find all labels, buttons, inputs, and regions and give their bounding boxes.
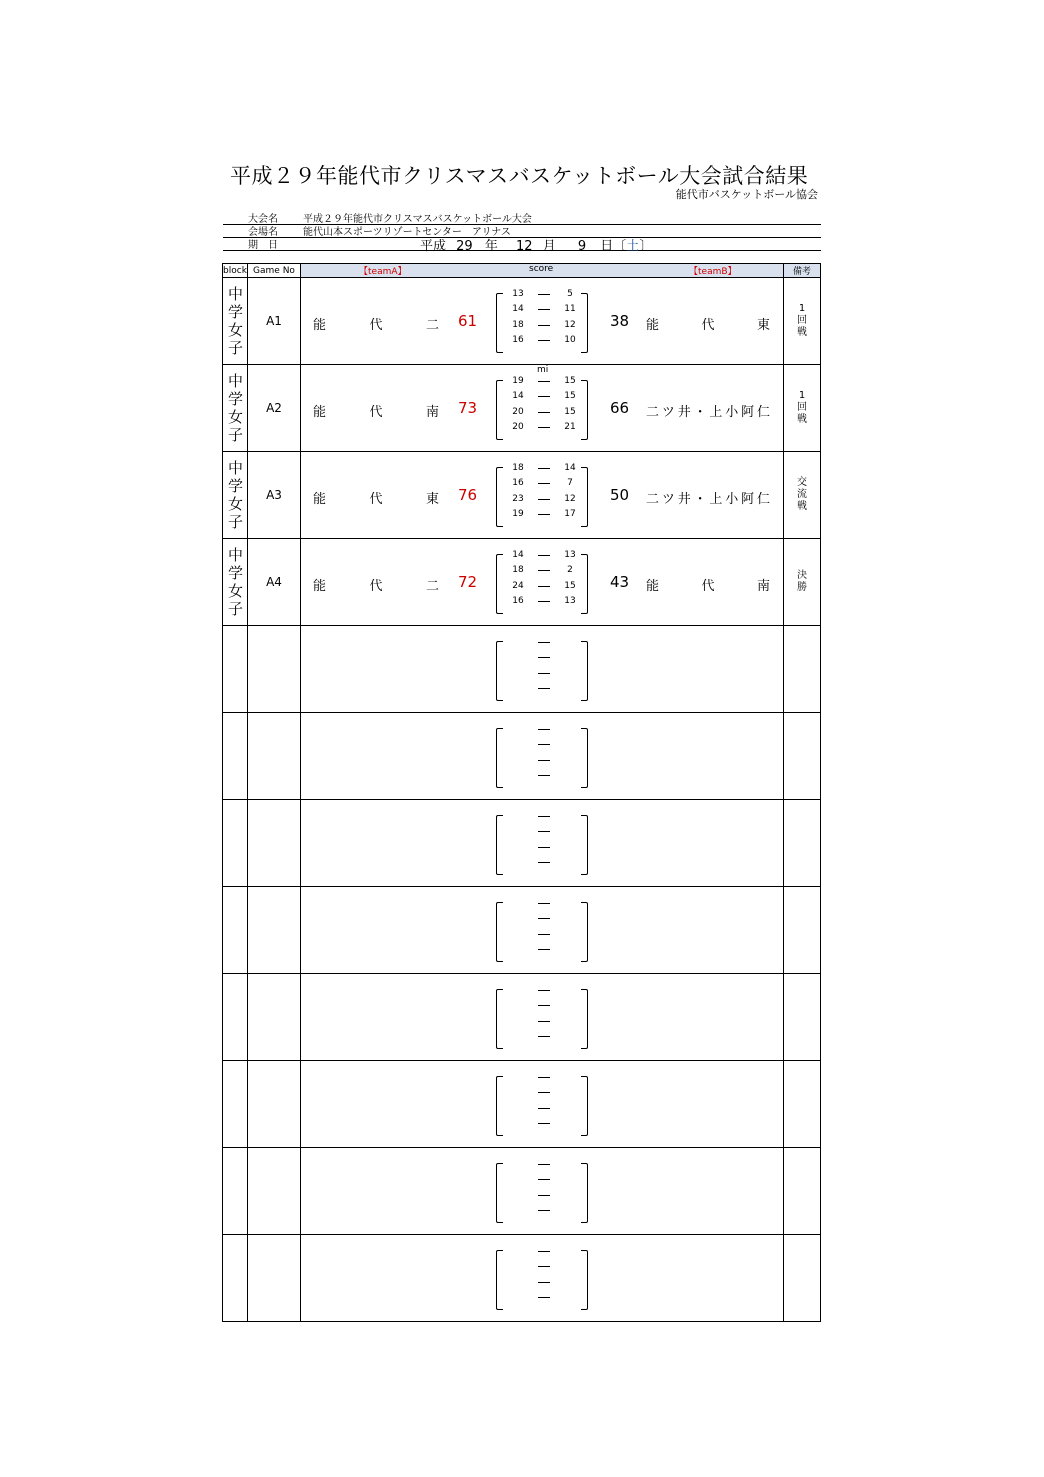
- quarter-score-a: 18: [512, 320, 524, 330]
- quarter-dash: [538, 1195, 550, 1196]
- match-cell: [301, 713, 784, 800]
- quarter-dash: [538, 688, 550, 689]
- quarter-score: [506, 855, 582, 870]
- bracket-right: [581, 1163, 588, 1223]
- match-cell: [301, 452, 784, 539]
- quarter-dash: [538, 831, 550, 832]
- block-cell: [223, 974, 248, 1061]
- remarks-cell: [784, 365, 821, 452]
- date-year-unit: 年: [484, 239, 498, 254]
- quarter-score: [506, 635, 582, 650]
- quarter-score-b: 10: [564, 335, 576, 345]
- quarter-score-b: 15: [564, 407, 576, 417]
- quarter-dash: [538, 642, 550, 643]
- bracket-left: [496, 902, 503, 962]
- quarter-score: [506, 681, 582, 696]
- quarter-score: [506, 476, 582, 491]
- bracket-left: [496, 293, 503, 353]
- quarter-score-a: 18: [512, 565, 524, 575]
- bracket-right: [581, 902, 588, 962]
- team-a-score: 72: [458, 573, 478, 591]
- quarter-dash: [538, 340, 550, 341]
- quarter-score: [506, 507, 582, 522]
- quarter-score: [506, 911, 582, 926]
- game-no-cell: [248, 887, 301, 974]
- remarks-cell: [784, 887, 821, 974]
- team-a-name: 能代二: [313, 579, 439, 594]
- bracket-right: [581, 989, 588, 1049]
- quarter-score: [506, 666, 582, 681]
- table-row: [223, 452, 821, 539]
- match-cell: [301, 1148, 784, 1235]
- quarter-score: [506, 1275, 582, 1290]
- quarter-score-b: 13: [564, 596, 576, 606]
- table-row: [223, 1061, 821, 1148]
- bracket-left: [496, 554, 503, 614]
- page-title: 平成２９年能代市クリスマスバスケットボール大会試合結果: [230, 164, 809, 188]
- block-cell: [223, 626, 248, 713]
- quarter-dash: [538, 1210, 550, 1211]
- table-row: [223, 278, 821, 365]
- game-no-cell: A3: [248, 452, 301, 539]
- quarter-score-b: 5: [567, 289, 573, 299]
- block-label: 中学女子: [228, 372, 244, 444]
- quarter-score: [506, 420, 582, 435]
- remarks-text: 交流戦: [797, 477, 807, 512]
- quarter-dash: [538, 396, 550, 397]
- table-row: [223, 887, 821, 974]
- quarter-dash: [538, 325, 550, 326]
- bracket-right: [581, 641, 588, 701]
- quarter-score-a: 14: [512, 304, 524, 314]
- date-dow-close: 〕: [639, 239, 653, 254]
- quarter-dash: [538, 427, 550, 428]
- team-b-name: 二ツ井・上小阿仁: [646, 405, 770, 420]
- block-cell: [223, 278, 248, 365]
- quarter-score: [506, 389, 582, 404]
- quarter-score-a: 20: [512, 422, 524, 432]
- quarter-score: [506, 809, 582, 824]
- block-label: 中学女子: [228, 459, 244, 531]
- quarter-score: [506, 594, 582, 609]
- quarter-score: [506, 1070, 582, 1085]
- block-cell: [223, 539, 248, 626]
- table-row: [223, 1235, 821, 1322]
- date-label: 期 日: [248, 240, 278, 251]
- quarter-dash: [538, 949, 550, 950]
- quarter-dash: [538, 309, 550, 310]
- table-row: [223, 539, 821, 626]
- quarter-score: [506, 1203, 582, 1218]
- remarks-text: 1回戦: [797, 303, 807, 338]
- quarter-dash: [538, 918, 550, 919]
- team-b-name: 能代南: [646, 579, 770, 594]
- quarter-score: [506, 768, 582, 783]
- team-b-name: 能代東: [646, 318, 770, 333]
- date-month: 12: [516, 239, 533, 254]
- quarter-score: [506, 318, 582, 333]
- game-no-cell: [248, 713, 301, 800]
- quarter-dash: [538, 294, 550, 295]
- game-no-cell: [248, 1235, 301, 1322]
- quarter-score: [506, 737, 582, 752]
- quarter-score: [506, 302, 582, 317]
- quarter-dash: [538, 1282, 550, 1283]
- date-day: 9: [577, 239, 587, 254]
- remarks-cell: [784, 974, 821, 1061]
- header-remarks: 備考: [784, 264, 821, 278]
- quarter-score: [506, 1085, 582, 1100]
- game-no-cell: A2: [248, 365, 301, 452]
- date-value: [420, 235, 652, 254]
- remarks-cell: [784, 626, 821, 713]
- quarter-dash: [538, 673, 550, 674]
- quarter-score: [506, 374, 582, 389]
- quarter-score: [506, 998, 582, 1013]
- match-cell: [301, 800, 784, 887]
- quarter-dash: [538, 657, 550, 658]
- quarter-score-b: 21: [564, 422, 576, 432]
- tournament-value: 平成２９年能代市クリスマスバスケットボール大会: [303, 214, 532, 225]
- match-cell: [301, 365, 784, 452]
- quarter-dash: [538, 1266, 550, 1267]
- quarter-score: [506, 548, 582, 563]
- team-b-score: 66: [610, 399, 630, 417]
- quarter-score: [506, 1101, 582, 1116]
- bracket-left: [496, 641, 503, 701]
- match-cell: [301, 626, 784, 713]
- quarter-dash: [538, 1251, 550, 1252]
- bracket-right: [581, 1250, 588, 1310]
- quarter-score: [506, 405, 582, 420]
- quarter-dash: [538, 483, 550, 484]
- quarter-score: [506, 840, 582, 855]
- quarter-score: [506, 942, 582, 957]
- team-b-score: 38: [610, 312, 630, 330]
- team-a-name: 能代二: [313, 318, 439, 333]
- bracket-left: [496, 728, 503, 788]
- team-b-name: 二ツ井・上小阿仁: [646, 492, 770, 507]
- header-block: block: [223, 265, 247, 276]
- game-no-cell: [248, 800, 301, 887]
- bracket-right: [581, 380, 588, 440]
- quarter-dash: [538, 1092, 550, 1093]
- quarter-score-b: 12: [564, 494, 576, 504]
- quarter-score: [506, 983, 582, 998]
- quarter-score-b: 15: [564, 581, 576, 591]
- block-cell: [223, 713, 248, 800]
- team-a-score: 73: [458, 399, 478, 417]
- quarter-score: [506, 461, 582, 476]
- quarter-score-a: 23: [512, 494, 524, 504]
- date-day-unit: 日: [600, 239, 614, 254]
- quarter-score: [506, 896, 582, 911]
- quarter-score-a: 19: [512, 509, 524, 519]
- quarter-dash: [538, 816, 550, 817]
- remarks-text: 1回戦: [797, 390, 807, 425]
- quarter-score: [506, 492, 582, 507]
- quarter-dash: [538, 903, 550, 904]
- quarter-score-b: 2: [567, 565, 573, 575]
- header-main: [301, 264, 784, 278]
- quarter-dash: [538, 499, 550, 500]
- remarks-cell: [784, 1061, 821, 1148]
- team-a-name: 能代南: [313, 405, 439, 420]
- quarter-dash: [538, 847, 550, 848]
- match-cell: [301, 1061, 784, 1148]
- bracket-left: [496, 1076, 503, 1136]
- quarter-dash: [538, 934, 550, 935]
- block-label: 中学女子: [228, 546, 244, 618]
- quarter-dash: [538, 1077, 550, 1078]
- quarter-dash: [538, 1005, 550, 1006]
- bracket-right: [581, 293, 588, 353]
- quarter-score-b: 17: [564, 509, 576, 519]
- quarter-score: [506, 563, 582, 578]
- quarter-score: [506, 1157, 582, 1172]
- quarter-dash: [538, 555, 550, 556]
- quarter-dash: [538, 468, 550, 469]
- quarter-dash: [538, 1036, 550, 1037]
- bracket-left: [496, 467, 503, 527]
- quarter-dash: [538, 514, 550, 515]
- game-no-cell: A4: [248, 539, 301, 626]
- quarter-score: [506, 1188, 582, 1203]
- remarks-cell: [784, 713, 821, 800]
- quarter-score-a: 14: [512, 391, 524, 401]
- quarter-score-b: 13: [564, 550, 576, 560]
- quarter-dash: [538, 1297, 550, 1298]
- header-team-a: 【teamA】: [359, 267, 407, 277]
- results-table: [222, 263, 821, 1322]
- quarter-score: [506, 824, 582, 839]
- table-row: [223, 626, 821, 713]
- venue-label: 会場名: [248, 227, 278, 238]
- quarter-dash: [538, 1179, 550, 1180]
- match-cell: [301, 539, 784, 626]
- quarter-score-a: 16: [512, 335, 524, 345]
- bracket-right: [581, 815, 588, 875]
- quarter-dash: [538, 1123, 550, 1124]
- quarter-dash: [538, 412, 550, 413]
- block-cell: [223, 1061, 248, 1148]
- quarter-score-a: 19: [512, 376, 524, 386]
- team-a-name: 能代東: [313, 492, 439, 507]
- table-row: [223, 800, 821, 887]
- quarter-dash: [538, 862, 550, 863]
- quarter-score: [506, 1244, 582, 1259]
- table-row: [223, 365, 821, 452]
- block-cell: [223, 1235, 248, 1322]
- quarter-score-b: 12: [564, 320, 576, 330]
- quarter-score: [506, 927, 582, 942]
- team-b-score: 50: [610, 486, 630, 504]
- score-note: mi: [537, 365, 549, 375]
- remarks-cell: [784, 1148, 821, 1235]
- quarter-score: [506, 1290, 582, 1305]
- quarter-score-a: 24: [512, 581, 524, 591]
- quarter-dash: [538, 1108, 550, 1109]
- quarter-score-a: 18: [512, 463, 524, 473]
- match-cell: [301, 974, 784, 1061]
- date-dow: 土: [626, 239, 640, 254]
- tournament-label: 大会名: [248, 214, 278, 225]
- quarter-score-b: 11: [564, 304, 576, 314]
- organizer: 能代市バスケットボール協会: [675, 188, 818, 201]
- quarter-score: [506, 333, 582, 348]
- quarter-dash: [538, 570, 550, 571]
- game-no-cell: [248, 1148, 301, 1235]
- quarter-dash: [538, 586, 550, 587]
- quarter-score-a: 16: [512, 478, 524, 488]
- remarks-cell: [784, 278, 821, 365]
- quarter-score-b: 7: [567, 478, 573, 488]
- header-game-no: Game No: [248, 264, 301, 278]
- quarter-score: [506, 1116, 582, 1131]
- game-no-cell: [248, 626, 301, 713]
- bracket-right: [581, 728, 588, 788]
- quarter-score: [506, 1259, 582, 1274]
- bracket-right: [581, 467, 588, 527]
- block-cell: [223, 887, 248, 974]
- quarter-dash: [538, 1021, 550, 1022]
- quarter-score-b: 15: [564, 391, 576, 401]
- quarter-score-a: 13: [512, 289, 524, 299]
- table-row: [223, 974, 821, 1061]
- quarter-score: [506, 287, 582, 302]
- game-no-cell: [248, 974, 301, 1061]
- team-a-score: 61: [458, 312, 478, 330]
- remarks-cell: [784, 1235, 821, 1322]
- bracket-left: [496, 815, 503, 875]
- date-year: 29: [456, 239, 473, 254]
- match-cell: [301, 1235, 784, 1322]
- block-label: 中学女子: [228, 285, 244, 357]
- quarter-dash: [538, 760, 550, 761]
- game-no-cell: A1: [248, 278, 301, 365]
- quarter-score: [506, 1014, 582, 1029]
- quarter-score: [506, 722, 582, 737]
- header-row: [223, 264, 821, 278]
- quarter-score: [506, 579, 582, 594]
- block-cell: [223, 452, 248, 539]
- match-cell: [301, 887, 784, 974]
- venue-value: 能代山本スポーツリゾートセンター アリナス: [303, 227, 511, 238]
- game-no-cell: [248, 1061, 301, 1148]
- remarks-text: 決勝: [797, 570, 807, 593]
- remarks-cell: [784, 539, 821, 626]
- quarter-score-b: 14: [564, 463, 576, 473]
- bracket-left: [496, 380, 503, 440]
- bracket-right: [581, 554, 588, 614]
- quarter-score-a: 20: [512, 407, 524, 417]
- block-cell: [223, 1148, 248, 1235]
- table-row: [223, 1148, 821, 1235]
- quarter-score-b: 15: [564, 376, 576, 386]
- header-score: score: [529, 264, 554, 274]
- bracket-left: [496, 989, 503, 1049]
- quarter-dash: [538, 381, 550, 382]
- bracket-left: [496, 1250, 503, 1310]
- table-row: [223, 713, 821, 800]
- quarter-score: [506, 753, 582, 768]
- quarter-score: [506, 650, 582, 665]
- quarter-dash: [538, 1164, 550, 1165]
- quarter-dash: [538, 601, 550, 602]
- bracket-right: [581, 1076, 588, 1136]
- date-era: 平成: [420, 239, 447, 254]
- quarter-score-a: 14: [512, 550, 524, 560]
- match-cell: [301, 278, 784, 365]
- remarks-cell: [784, 452, 821, 539]
- block-cell: [223, 800, 248, 887]
- block-cell: [223, 365, 248, 452]
- team-a-score: 76: [458, 486, 478, 504]
- quarter-score-a: 16: [512, 596, 524, 606]
- bracket-left: [496, 1163, 503, 1223]
- quarter-dash: [538, 729, 550, 730]
- quarter-dash: [538, 744, 550, 745]
- header-team-b: 【teamB】: [689, 267, 737, 277]
- quarter-score: [506, 1172, 582, 1187]
- date-dow-open: 〔: [613, 239, 627, 254]
- quarter-dash: [538, 990, 550, 991]
- quarter-dash: [538, 775, 550, 776]
- remarks-cell: [784, 800, 821, 887]
- quarter-score: [506, 1029, 582, 1044]
- date-month-unit: 月: [542, 239, 556, 254]
- team-b-score: 43: [610, 573, 630, 591]
